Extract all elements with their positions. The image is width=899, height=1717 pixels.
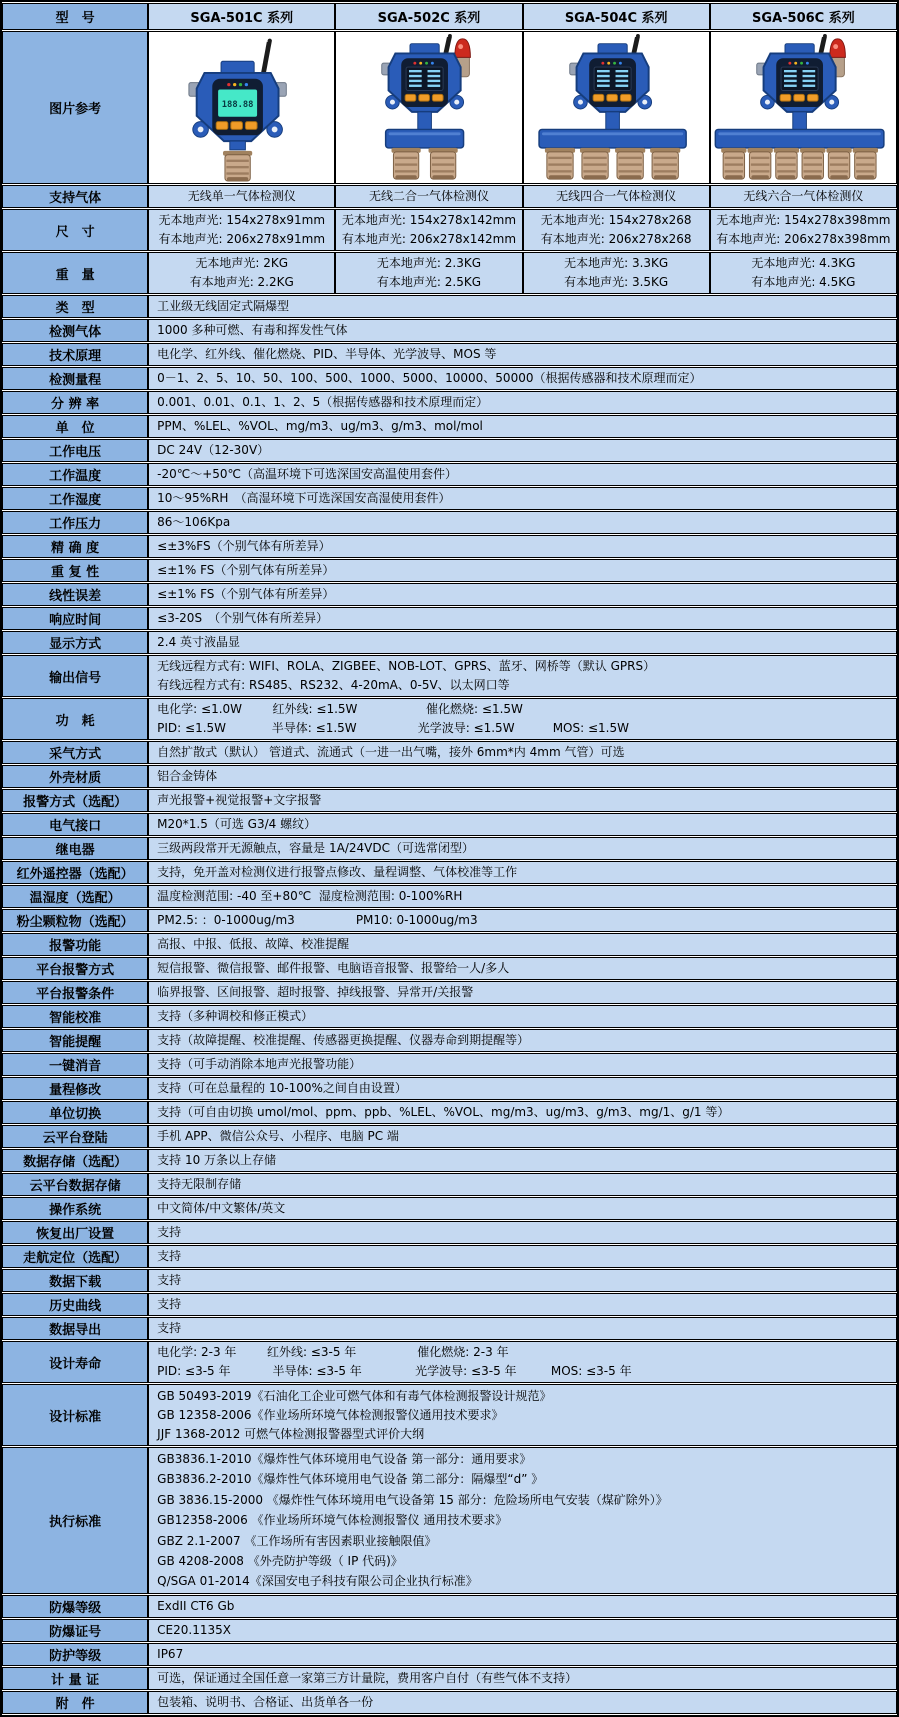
row-label: 智能校准 — [2, 1005, 148, 1028]
spec-row — [2, 535, 897, 558]
spec-row — [2, 295, 897, 318]
spec-row — [2, 981, 897, 1004]
spec-row — [2, 909, 897, 932]
spec-row — [2, 1173, 897, 1196]
spec-row — [2, 765, 897, 788]
spec-value: 高报、中报、低报、故障、校准提醒 — [148, 933, 897, 956]
row-label: 支持气体 — [2, 185, 148, 208]
row-label: 平台报警条件 — [2, 981, 148, 1004]
spec-row — [2, 1077, 897, 1100]
spec-row — [2, 655, 897, 697]
spec-value: 电化学、红外线、催化燃烧、PID、半导体、光学波导、MOS 等 — [148, 343, 897, 366]
spec-value: 支持 — [148, 1317, 897, 1340]
spec-value: 支持 10 万条以上存储 — [148, 1149, 897, 1172]
spec-value: DC 24V（12-30V） — [148, 439, 897, 462]
row-label: 一键消音 — [2, 1053, 148, 1076]
row-label: 工作电压 — [2, 439, 148, 462]
spec-value: 无本地声光: 154x278x91mm 有本地声光: 206x278x91mm — [148, 209, 335, 251]
row-label: 防爆证号 — [2, 1619, 148, 1642]
spec-value: 支持，免开盖对检测仪进行报警点修改、量程调整、气体校准等工作 — [148, 861, 897, 884]
row-label: 单 位 — [2, 415, 148, 438]
spec-row — [2, 343, 897, 366]
spec-row — [2, 1293, 897, 1316]
spec-value: 1000 多种可燃、有毒和挥发性气体 — [148, 319, 897, 342]
spec-value: 铝合金铸体 — [148, 765, 897, 788]
row-label: 继电器 — [2, 837, 148, 860]
spec-row — [2, 741, 897, 764]
row-label: 红外遥控器（选配） — [2, 861, 148, 884]
row-label: 温湿度（选配） — [2, 885, 148, 908]
spec-row — [2, 861, 897, 884]
spec-row — [2, 1691, 897, 1714]
spec-value: ExdII CT6 Gb — [148, 1595, 897, 1618]
row-label: 数据存储（选配） — [2, 1149, 148, 1172]
spec-value: 三级两段常开无源触点，容量是 1A/24VDC（可选常闭型） — [148, 837, 897, 860]
row-label: 采气方式 — [2, 741, 148, 764]
spec-row — [2, 367, 897, 390]
spec-row — [2, 1595, 897, 1618]
spec-value: 无线单一气体检测仪 — [148, 185, 335, 208]
row-label: 检测气体 — [2, 319, 148, 342]
spec-value: 温度检测范围: -40 至+80℃ 湿度检测范围: 0-100%RH — [148, 885, 897, 908]
spec-row — [2, 439, 897, 462]
spec-row — [2, 837, 897, 860]
row-label: 功 耗 — [2, 698, 148, 740]
spec-value: ≤±1% FS（个别气体有所差异） — [148, 559, 897, 582]
spec-row — [2, 1643, 897, 1666]
product-image-sga-502c — [336, 32, 521, 183]
spec-value: 无本地声光: 154x278x398mm 有本地声光: 206x278x398mm — [710, 209, 897, 251]
spec-row — [2, 1149, 897, 1172]
model-header-sga-502c: SGA-502C 系列 — [335, 3, 522, 30]
row-label: 重 复 性 — [2, 559, 148, 582]
spec-row — [2, 415, 897, 438]
product-image-sga-501c — [149, 32, 334, 183]
spec-row — [2, 1384, 897, 1446]
spec-row — [2, 607, 897, 630]
spec-value: IP67 — [148, 1643, 897, 1666]
product-image-sga-506c — [711, 32, 896, 183]
model-header-sga-501c: SGA-501C 系列 — [148, 3, 335, 30]
spec-value: 可选，保证通过全国任意一家第三方计量院，费用客户自付（有些气体不支持） — [148, 1667, 897, 1690]
spec-value: 支持 — [148, 1221, 897, 1244]
spec-row — [2, 1101, 897, 1124]
spec-row — [2, 1221, 897, 1244]
spec-value: 声光报警+视觉报警+文字报警 — [148, 789, 897, 812]
spec-row — [2, 631, 897, 654]
row-label: 量程修改 — [2, 1077, 148, 1100]
spec-value: 无本地声光: 2.3KG 有本地声光: 2.5KG — [335, 252, 522, 294]
spec-row — [2, 789, 897, 812]
row-label: 防护等级 — [2, 1643, 148, 1666]
row-label: 响应时间 — [2, 607, 148, 630]
spec-value: 中文简体/中文繁体/英文 — [148, 1197, 897, 1220]
spec-table — [2, 2, 897, 1715]
row-label: 线性误差 — [2, 583, 148, 606]
row-label: 设计寿命 — [2, 1341, 148, 1383]
svg-text:188.88: 188.88 — [222, 100, 254, 111]
spec-value: 支持 — [148, 1269, 897, 1292]
spec-value: 支持 — [148, 1245, 897, 1268]
spec-row — [2, 1341, 897, 1383]
spec-row — [2, 1667, 897, 1690]
spec-value: 无本地声光: 2KG 有本地声光: 2.2KG — [148, 252, 335, 294]
spec-value: 包装箱、说明书、合格证、出货单各一份 — [148, 1691, 897, 1714]
spec-value: 工业级无线固定式隔爆型 — [148, 295, 897, 318]
spec-row — [2, 319, 897, 342]
spec-value: GB3836.1-2010《爆炸性气体环境用电气设备 第一部分：通用要求》 GB3836.2-2010《爆炸性气体环境用电气设备 第二部分：隔爆型“d” 》 GB 3836.15-2000 《爆炸性气体环境用电气设备第 15 部分：危险场所电气安装（煤矿除外）》 GB12358-2006 《作业场所环境气体检测报警仪 通用技术要求》 GBZ 2.1-2007 《工作场所有害因素职业接触限值》 GB 4208-2008 《外壳防护等级（ IP 代码)》 Q/SGA 01-2014《深国安电子科技有限公司企业执行标准》 — [148, 1447, 897, 1594]
row-label: 数据导出 — [2, 1317, 148, 1340]
row-label: 恢复出厂设置 — [2, 1221, 148, 1244]
product-image-cell — [710, 31, 897, 184]
spec-row — [2, 1125, 897, 1148]
row-label: 类 型 — [2, 295, 148, 318]
spec-value: 0.001、0.01、0.1、1、2、5（根据传感器和技术原理而定） — [148, 391, 897, 414]
spec-value: 无线远程方式有: WIFI、ROLA、ZIGBEE、NOB-LOT、GPRS、蓝牙、网桥等（默认 GPRS） 有线远程方式有: RS485、RS232、4-20mA、0-5V、以太网口等 — [148, 655, 897, 697]
row-label: 走航定位（选配） — [2, 1245, 148, 1268]
spec-value: 临界报警、区间报警、超时报警、掉线报警、异常开/关报警 — [148, 981, 897, 1004]
row-label: 显示方式 — [2, 631, 148, 654]
row-label: 检测量程 — [2, 367, 148, 390]
spec-row — [2, 1447, 897, 1594]
spec-row — [2, 487, 897, 510]
spec-value: 短信报警、微信报警、邮件报警、电脑语音报警、报警给一人/多人 — [148, 957, 897, 980]
spec-value: 手机 APP、微信公众号、小程序、电脑 PC 端 — [148, 1125, 897, 1148]
row-label: 输出信号 — [2, 655, 148, 697]
spec-value: GB 50493-2019《石油化工企业可燃气体和有毒气体检测报警设计规范》 GB 12358-2006《作业场所环境气体检测报警仪通用技术要求》 JJF 1368-2012 可燃气体检测报警器型式评价大纲 — [148, 1384, 897, 1446]
spec-value: 自然扩散式（默认） 管道式、流通式（一进一出气嘴，接外 6mm*内 4mm 气管）可选 — [148, 741, 897, 764]
row-label: 数据下载 — [2, 1269, 148, 1292]
model-header-row — [2, 3, 897, 30]
spec-value: 无本地声光: 154x278x268 有本地声光: 206x278x268 — [523, 209, 710, 251]
row-label: 工作温度 — [2, 463, 148, 486]
spec-value: 无线六合一气体检测仪 — [710, 185, 897, 208]
spec-row — [2, 933, 897, 956]
spec-row — [2, 463, 897, 486]
spec-value: ≤±1% FS（个别气体有所差异） — [148, 583, 897, 606]
spec-row — [2, 1005, 897, 1028]
spec-value: 支持（可手动消除本地声光报警功能） — [148, 1053, 897, 1076]
row-label: 工作压力 — [2, 511, 148, 534]
spec-row — [2, 583, 897, 606]
spec-value: PM2.5: ：0-1000ug/m3 PM10: 0-1000ug/m3 — [148, 909, 897, 932]
spec-value: 支持（可在总量程的 10-100%之间自由设置） — [148, 1077, 897, 1100]
row-label: 防爆等级 — [2, 1595, 148, 1618]
row-label: 技术原理 — [2, 343, 148, 366]
spec-row — [2, 1245, 897, 1268]
row-label: 附 件 — [2, 1691, 148, 1714]
product-image-cell — [148, 31, 335, 184]
spec-row — [2, 957, 897, 980]
model-header-sga-504c: SGA-504C 系列 — [523, 3, 710, 30]
spec-value: 0－1、2、5、10、50、100、500、1000、5000、10000、50000（根据传感器和技术原理而定） — [148, 367, 897, 390]
spec-value: 电化学: 2-3 年 红外线: ≤3-5 年 催化燃烧: 2-3 年 PID: ≤3-5 年 半导体: ≤3-5 年 光学波导: ≤3-5 年 MOS: ≤3-5 年 — [148, 1341, 897, 1383]
spec-value: 支持（可自由切换 umol/mol、ppm、ppb、%LEL、%VOL、mg/m3、ug/m3、g/m3、mg/1、g/1 等） — [148, 1101, 897, 1124]
spec-value: 支持无限制存储 — [148, 1173, 897, 1196]
spec-value: 无线四合一气体检测仪 — [523, 185, 710, 208]
spec-value: 2.4 英寸液晶显 — [148, 631, 897, 654]
image-reference-row — [2, 31, 897, 184]
spec-row — [2, 698, 897, 740]
spec-row — [2, 252, 897, 294]
spec-row — [2, 1029, 897, 1052]
row-label: 平台报警方式 — [2, 957, 148, 980]
row-label: 精 确 度 — [2, 535, 148, 558]
spec-value: 86～106Kpa — [148, 511, 897, 534]
spec-value: 无本地声光: 3.3KG 有本地声光: 3.5KG — [523, 252, 710, 294]
spec-row — [2, 885, 897, 908]
row-label: 云平台数据存储 — [2, 1173, 148, 1196]
row-label: 报警方式（选配） — [2, 789, 148, 812]
row-label: 分 辨 率 — [2, 391, 148, 414]
spec-row — [2, 559, 897, 582]
product-image-cell — [523, 31, 710, 184]
product-image-cell — [335, 31, 522, 184]
row-label: 执行标准 — [2, 1447, 148, 1594]
row-label: 重 量 — [2, 252, 148, 294]
spec-row — [2, 209, 897, 251]
spec-row — [2, 1197, 897, 1220]
spec-value: CE20.1135X — [148, 1619, 897, 1642]
row-label: 报警功能 — [2, 933, 148, 956]
spec-value: PPM、%LEL、%VOL、mg/m3、ug/m3、g/m3、mol/mol — [148, 415, 897, 438]
product-image-sga-504c — [524, 32, 709, 183]
spec-value: 电化学: ≤1.0W 红外线: ≤1.5W 催化燃烧: ≤1.5W PID: ≤1.5W 半导体: ≤1.5W 光学波导: ≤1.5W MOS: ≤1.5W — [148, 698, 897, 740]
row-label: 工作湿度 — [2, 487, 148, 510]
spec-value: 支持 — [148, 1293, 897, 1316]
spec-row — [2, 1619, 897, 1642]
row-label: 历史曲线 — [2, 1293, 148, 1316]
row-label: 智能提醒 — [2, 1029, 148, 1052]
spec-value: 无本地声光: 154x278x142mm 有本地声光: 206x278x142mm — [335, 209, 522, 251]
model-header-label: 型 号 — [2, 3, 148, 30]
spec-row — [2, 391, 897, 414]
spec-value: 支持（故障提醒、校准提醒、传感器更换提醒、仪器寿命到期提醒等） — [148, 1029, 897, 1052]
spec-row — [2, 1317, 897, 1340]
row-label: 操作系统 — [2, 1197, 148, 1220]
row-label: 尺 寸 — [2, 209, 148, 251]
spec-value: ≤±3%FS（个别气体有所差异） — [148, 535, 897, 558]
row-label: 外壳材质 — [2, 765, 148, 788]
row-label: 图片参考 — [2, 31, 148, 184]
row-label: 设计标准 — [2, 1384, 148, 1446]
row-label: 电气接口 — [2, 813, 148, 836]
spec-row — [2, 511, 897, 534]
spec-row — [2, 813, 897, 836]
model-header-sga-506c: SGA-506C 系列 — [710, 3, 897, 30]
row-label: 计 量 证 — [2, 1667, 148, 1690]
spec-value: 10～95%RH （高湿环境下可选深国安高湿使用套件） — [148, 487, 897, 510]
row-label: 单位切换 — [2, 1101, 148, 1124]
spec-value: 无本地声光: 4.3KG 有本地声光: 4.5KG — [710, 252, 897, 294]
spec-value: ≤3-20S （个别气体有所差异） — [148, 607, 897, 630]
spec-row — [2, 1053, 897, 1076]
spec-value: -20℃～+50℃（高温环境下可选深国安高温使用套件） — [148, 463, 897, 486]
spec-row — [2, 1269, 897, 1292]
spec-value: 无线二合一气体检测仪 — [335, 185, 522, 208]
row-label: 粉尘颗粒物（选配） — [2, 909, 148, 932]
row-label: 云平台登陆 — [2, 1125, 148, 1148]
spec-value: M20*1.5（可选 G3/4 螺纹） — [148, 813, 897, 836]
spec-row — [2, 185, 897, 208]
spec-value: 支持（多种调校和修正模式） — [148, 1005, 897, 1028]
